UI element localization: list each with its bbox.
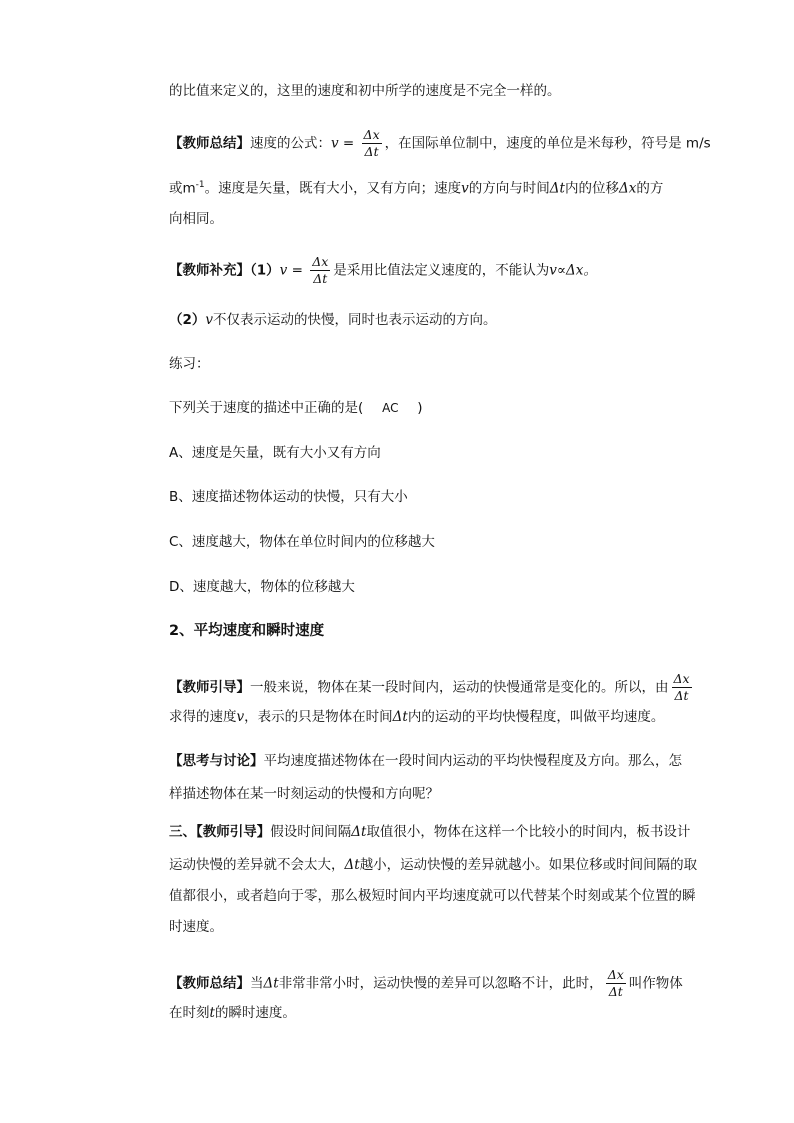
teacher-guide-label: 【教师引导】 (169, 679, 250, 696)
text-line-11: 【思考与讨论】平均速度描述物体在一段时间内运动的平均快慢程度及方向。那么，怎 (169, 753, 682, 769)
text-line-6: （2）v不仅表示运动的快慢，同时也表示运动的方向。 (169, 312, 497, 328)
var-v: v (461, 180, 469, 197)
fraction-dx-dt: $\frac{\Delta x}{\Delta t}$ (607, 967, 624, 999)
text-line-15: 值都很小，或者趋向于零，那么极短时间内平均速度就可以代替某个时刻或某个位置的瞬 (169, 888, 696, 904)
var-dt: Δt (344, 857, 360, 873)
var-dt: Δt (392, 709, 408, 725)
fraction-dx-dt: $\frac{\Delta x}{\Delta t}$ (312, 254, 329, 286)
text-line-17: 【教师总结】当Δt非常非常小时，运动快慢的差异可以忽略不计，此时， $\frac{\Delta x}{\Delta t}$ 叫作物体 (169, 967, 683, 999)
exercise-label: 练习： (169, 356, 210, 372)
formula-intro: 速度的公式： (250, 135, 331, 152)
text-line-4: 向相同。 (169, 211, 223, 227)
option-b: B、速度描述物体运动的快慢，只有大小 (169, 489, 408, 505)
proportional-expression: v∝Δx。 (549, 262, 597, 279)
unit-alt: 或m (169, 180, 196, 197)
option-a: A、速度是矢量，既有大小又有方向 (169, 445, 381, 461)
fraction-dx-dt: $\frac{\Delta x}{\Delta t}$ (673, 671, 690, 703)
teacher-guide-label-2: 三、【教师引导】 (169, 824, 271, 840)
var-dt: Δt (263, 975, 279, 992)
answer-text: AC (382, 401, 399, 415)
equals-sign: = (338, 135, 359, 152)
section-heading: 2、平均速度和瞬时速度 (169, 623, 325, 639)
text-line-5: 【教师补充】（1）v = $\frac{\Delta x}{\Delta t}$ 是采用比值法定义速度的，不能认为v∝Δx。 (169, 254, 597, 286)
option-c: C、速度越大，物体在单位时间内的位移越大 (169, 534, 435, 550)
var-v: v (236, 709, 245, 725)
text-line-3: 或$m^{-1}$。速度是矢量，既有大小，又有方向；速度v的方向与时间Δt内的位移Δx的方 (169, 180, 664, 197)
question-text: 下列关于速度的描述中正确的是( AC ) (169, 400, 423, 416)
text-line-16: 时速度。 (169, 919, 223, 935)
var-dt: Δt (351, 824, 367, 840)
text-line-9: 【教师引导】一般来说，物体在某一段时间内，运动的快慢通常是变化的。所以，由 $\frac{\Delta x}{\Delta t}$ (169, 671, 690, 703)
var-v: v (331, 135, 339, 152)
fraction-dx-dt: $\frac{\Delta x}{\Delta t}$ (363, 127, 380, 159)
teacher-summary-label-2: 【教师总结】 (169, 975, 250, 992)
text-line-14: 运动快慢的差异就不会太大，Δt越小，运动快慢的差异就越小。如果位移或时间间隔的取 (169, 857, 698, 873)
unit-text: ，在国际单位制中，速度的单位是米每秒，符号是 m/s (384, 135, 711, 152)
option-d: D、速度越大，物体的位移越大 (169, 579, 355, 595)
var-t: t (209, 1005, 215, 1021)
var-v: v (279, 262, 288, 279)
text-line-10: 求得的速度v，表示的只是物体在时间Δt内的运动的平均快慢程度，叫做平均速度。 (169, 709, 665, 725)
text-line-18: 在时刻t的瞬时速度。 (169, 1005, 296, 1021)
text-line-12: 样描述物体在某一时刻运动的快慢和方向呢？ (169, 786, 439, 802)
var-dx: Δx (618, 180, 637, 197)
superscript-minus-one: -1 (195, 180, 205, 190)
text-line-2 (169, 128, 711, 159)
teacher-summary-label: 【教师总结】 (169, 135, 250, 152)
text-line-13: 三、【教师引导】假设时间间隔Δt取值很小，物体在这样一个比较小的时间内，板书设计 (169, 824, 691, 840)
think-discuss-label: 【思考与讨论】 (169, 753, 264, 769)
text-line-1: 的比值来定义的，这里的速度和初中所学的速度是不完全一样的。 (169, 83, 561, 99)
var-v: v (205, 312, 214, 328)
teacher-supplement-label: 【教师补充】（1） (169, 262, 280, 279)
var-dt: Δt (549, 180, 565, 197)
